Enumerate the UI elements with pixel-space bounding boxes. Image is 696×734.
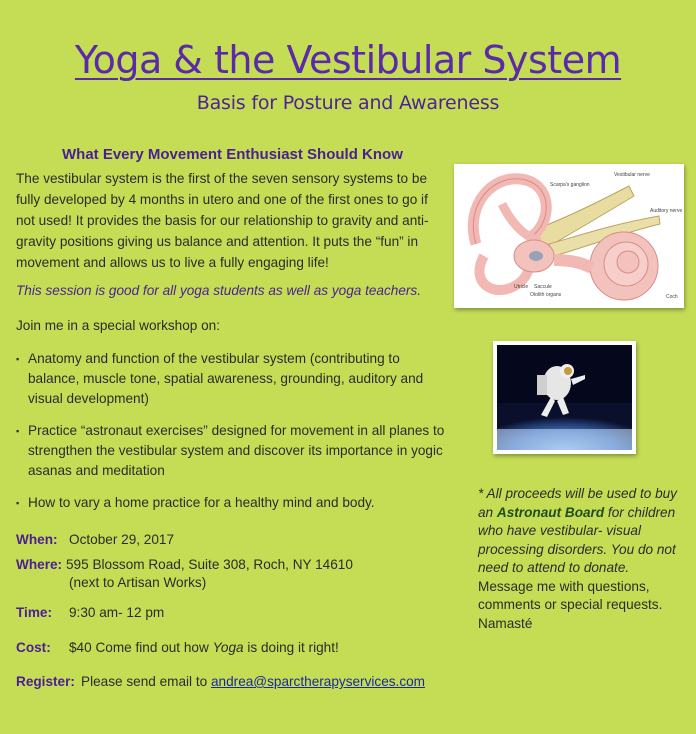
cost-row [16,639,339,657]
label-vestibular-nerve: Vestibular nerve [614,172,650,178]
donation-note [478,485,678,633]
intro-paragraph: The vestibular system is the first of the seven sensory systems to be fully developed by 4 months in utero and one of the first ones to go if not used! It provides the basis for our relationship to gravity and anti-gravity positions giving us balance and attention. It puts the “fun” in movement and allows us to live a fully engaging life! [16,171,429,270]
cost-yoga-italic: Yoga [212,640,244,655]
note-text-continued: for children who have vestibular- visual processing disorders. You do not need to attend to donate. [478,504,676,575]
note-text-end: Message me with questions, comments or special requests. Namasté [478,578,663,631]
label-cochlea: Coch [666,294,678,300]
note-astronaut-board: Astronaut Board [496,504,605,520]
label-otolith: Otolith organs [530,292,562,298]
flyer-title: Yoga & the Vestibular System [74,38,622,82]
when-label: When: [16,532,58,547]
when-value: October 29, 2017 [69,532,175,547]
where-row [16,556,353,590]
audience-note: This session is good for all yoga students as well as yoga teachers. [16,283,422,298]
label-scarpa: Scarpa's ganglion [550,182,590,188]
time-label: Time: [16,605,53,620]
label-saccule: Saccule [534,284,552,290]
register-text [81,673,425,691]
cost-label: Cost: [16,640,51,655]
label-auditory-nerve: Auditory nerve [650,208,683,214]
topic-item: ▪ Anatomy and function of the vestibular system (contributing to balance, muscle tone, spatial awareness, grounding, auditory and visual development) [16,349,446,409]
inner-ear-image [454,164,684,308]
register-prompt: Please send email to [81,674,211,689]
topic-item: ▪ Practice “astronaut exercises” designed for movement in all planes to strengthen the vestibular system and discover its importance in yogic asanas and meditation [16,421,446,481]
time-value: 9:30 am- 12 pm [69,605,165,620]
workshop-topics [16,349,446,525]
where-value: 595 Blossom Road, Suite 308, Roch, NY 14610 [66,557,353,572]
cost-text: $40 Come find out how [69,640,213,655]
note-text: * All proceeds will be used to buy an [478,486,677,520]
cost-value [69,639,339,657]
register-email-link[interactable]: andrea@sparctherapyservices.com [210,674,426,689]
astronaut-photo [493,341,636,454]
when-row [16,531,175,549]
register-label: Register: [16,674,75,689]
topic-item: ▪ How to vary a home practice for a healthy mind and body. [16,493,446,513]
astronaut-image [493,341,636,454]
flyer-subtitle: Basis for Posture and Awareness [196,92,500,114]
register-row [16,673,426,691]
time-row [16,604,165,622]
where-label: Where: [16,557,63,572]
where-note: (next to Artisan Works) [69,575,207,590]
join-text: Join me in a special workshop on: [16,318,221,333]
cost-text-end: is doing it right! [243,640,339,655]
label-utricle: Utricle [514,284,529,290]
section-heading: What Every Movement Enthusiast Should Know [62,146,403,163]
inner-ear-illustration [454,164,684,308]
